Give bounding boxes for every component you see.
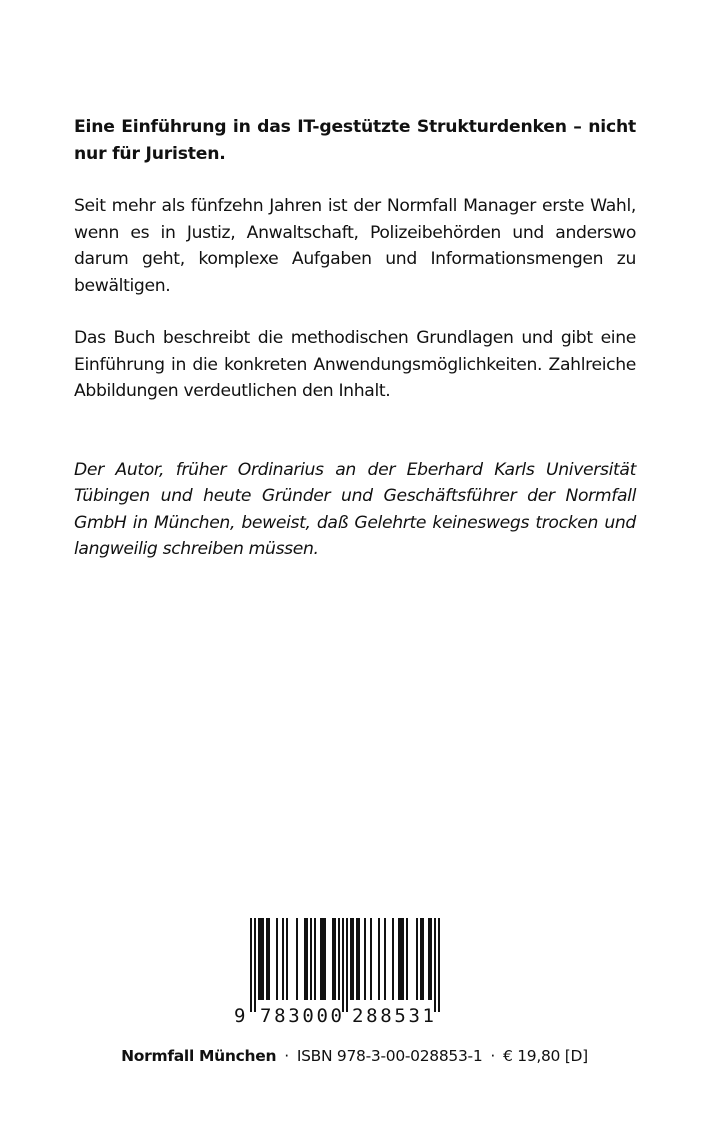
barcode-first-digit: 9 (234, 1005, 246, 1026)
separator: · (490, 1047, 496, 1065)
barcode-bar (324, 918, 326, 1000)
barcode-bar (402, 918, 404, 1000)
barcode-bar (338, 918, 340, 1000)
description-paragraph: Seit mehr als fünfzehn Jahren ist der Normfall Manager erste Wahl, wenn es in Justiz, Anwaltschaft, Polizeibehörden und anderswo darum geht, komplexe Aufgaben und Informationsmengen zu bewältigen. (74, 196, 636, 296)
barcode-bar (400, 918, 402, 1000)
tagline: Eine Einführung in das IT-gestützte Strukturdenken – nicht nur für Juristen. (74, 117, 636, 164)
publisher-name: Normfall München (121, 1047, 277, 1065)
barcode-bar (378, 918, 380, 1000)
barcode-bar (392, 918, 394, 1000)
barcode-bar (268, 918, 270, 1000)
barcode-left-digits: 783000 (260, 1005, 342, 1026)
barcode-bar (258, 918, 260, 1000)
description-paragraph: Das Buch beschreibt die methodischen Grundlagen und gibt eine Einführung in die konkreten Anwendungsmöglichkeiten. Zahlreiche Abbildungen verdeutlichen den Inhalt. (74, 328, 636, 401)
barcode-guard-bar (342, 918, 344, 1012)
barcode-guard-bar (438, 918, 440, 1012)
barcode-guard-bar (346, 918, 348, 1012)
barcode-bar (430, 918, 432, 1000)
barcode-bar (416, 918, 418, 1000)
barcode-bar (352, 918, 354, 1000)
barcode-graphic (230, 918, 462, 1026)
barcode-guard-bar (254, 918, 256, 1012)
barcode-bar (370, 918, 372, 1000)
barcode-bar (304, 918, 306, 1000)
barcode-bar (296, 918, 298, 1000)
separator: · (284, 1047, 289, 1065)
imprint-line (0, 1046, 709, 1066)
barcode-bar (276, 918, 278, 1000)
author-note: Der Autor, früher Ordinarius an der Eberhard Karls Universität Tübingen und heute Gründer und Geschäftsführer der Normfall GmbH in München, beweist, daß Gelehrte keineswegs trocken und langweilig schreiben müssen. (74, 459, 636, 559)
barcode-bar (332, 918, 334, 1000)
barcode-bar (406, 918, 408, 1000)
barcode-bar (364, 918, 366, 1000)
barcode-bar (260, 918, 262, 1000)
barcode-bar (420, 918, 422, 1000)
back-cover-text (74, 114, 636, 563)
barcode-bar (422, 918, 424, 1000)
barcode-bar (428, 918, 430, 1000)
barcode-bar (306, 918, 308, 1000)
barcode-bar (262, 918, 264, 1000)
isbn-number: ISBN 978-3-00-028853-1 (296, 1047, 483, 1065)
barcode-bar (286, 918, 288, 1000)
ean-barcode (230, 918, 462, 1026)
barcode-bar (350, 918, 352, 1000)
price: € 19,80 [D] (503, 1047, 588, 1065)
barcode-bar (310, 918, 312, 1000)
barcode-bar (334, 918, 336, 1000)
barcode-bar (266, 918, 268, 1000)
barcode-bar (320, 918, 322, 1000)
barcode-bar (314, 918, 316, 1000)
barcode-bar (322, 918, 324, 1000)
barcode-bar (398, 918, 400, 1000)
barcode-right-digits: 288531 (352, 1005, 434, 1026)
barcode-bar (282, 918, 284, 1000)
barcode-bar (356, 918, 358, 1000)
barcode-guard-bar (434, 918, 436, 1012)
barcode-bar (358, 918, 360, 1000)
barcode-guard-bar (250, 918, 252, 1012)
barcode-bar (384, 918, 386, 1000)
